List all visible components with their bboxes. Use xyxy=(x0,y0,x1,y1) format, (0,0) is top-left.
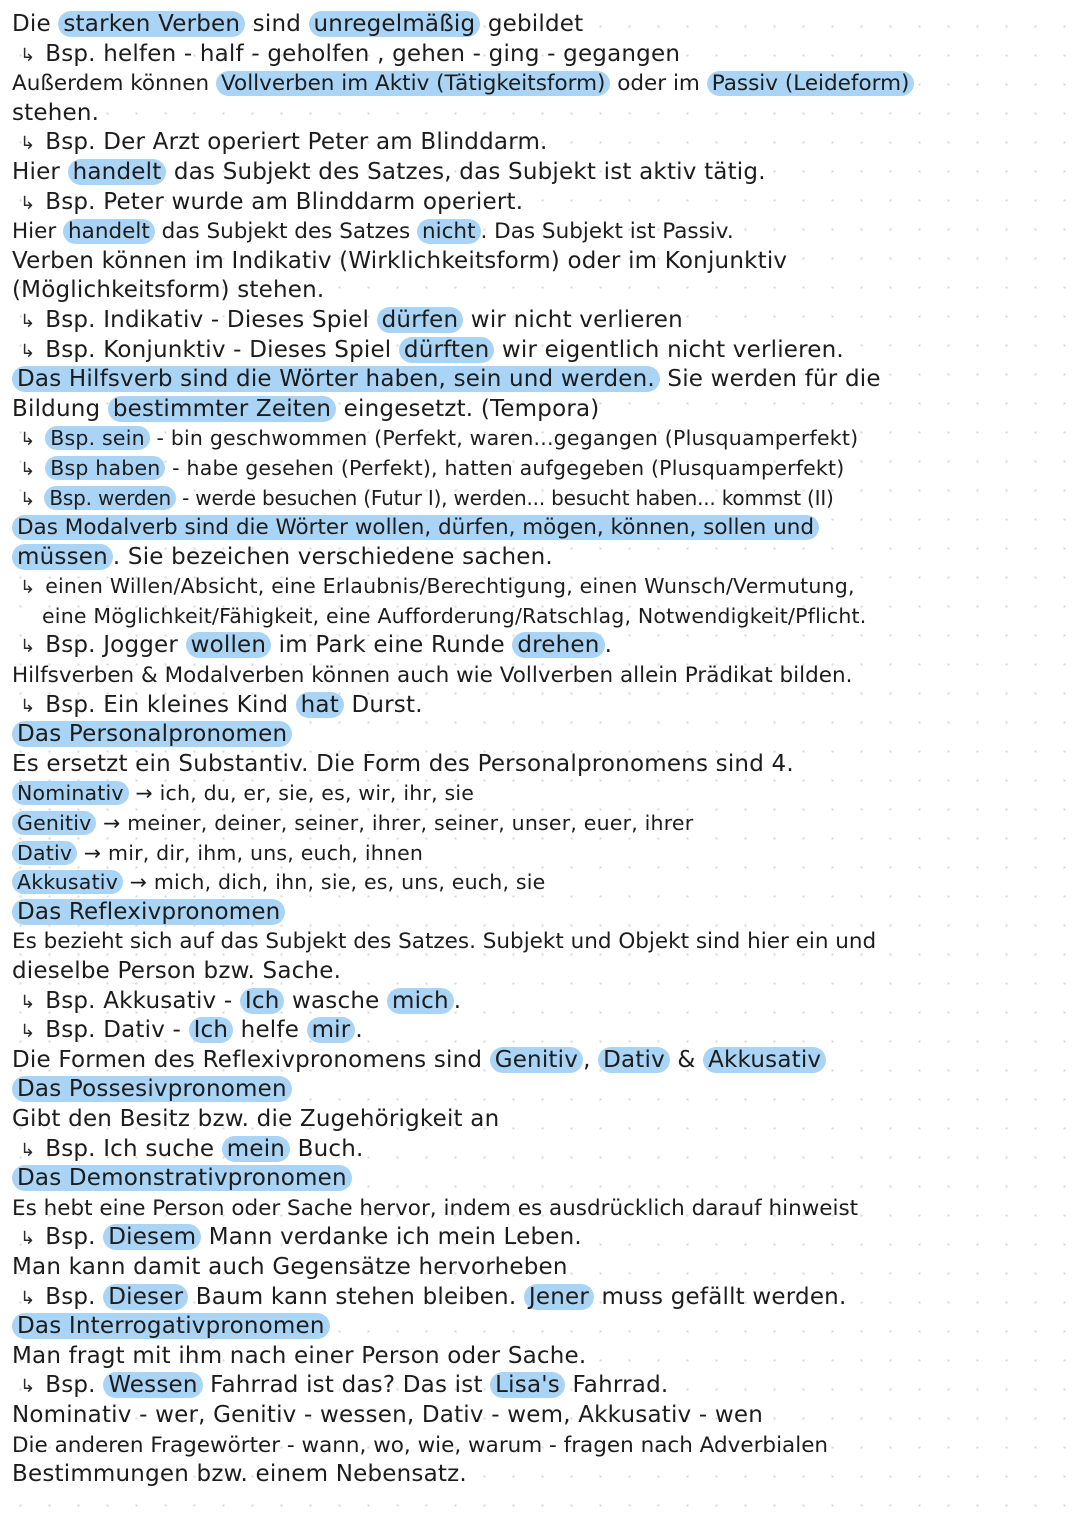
note-line xyxy=(12,484,1066,514)
note-text: Hier xyxy=(12,158,68,185)
note-line xyxy=(12,1253,1066,1283)
note-text: Außerdem können xyxy=(12,71,216,97)
note-text: stehen. xyxy=(12,99,100,126)
example-arrow-icon: ↳ xyxy=(20,991,42,1013)
example-arrow-icon: ↳ xyxy=(20,1139,42,1161)
note-text: Gibt den Besitz bzw. die Zugehörigkeit an xyxy=(12,1105,500,1132)
example-arrow-icon: ↳ xyxy=(20,458,42,480)
highlighted-text: Vollverben im Aktiv (Tätigkeitsform) xyxy=(216,71,610,96)
note-text: Buch. xyxy=(290,1135,364,1162)
note-text: Bestimmungen bzw. einem Nebensatz. xyxy=(12,1461,467,1488)
note-text: Fahrrad. xyxy=(564,1372,669,1399)
highlighted-text: unregelmäßig xyxy=(309,11,481,37)
note-line xyxy=(12,188,1066,218)
note-line xyxy=(12,1401,1066,1431)
note-text: Baum kann stehen bleiben. xyxy=(188,1283,524,1310)
note-text: . xyxy=(453,987,462,1014)
note-text: Bsp. xyxy=(45,1224,104,1251)
highlighted-text: Dativ xyxy=(12,841,77,865)
note-text: - bin geschwommen (Perfekt, waren...gegangen (Plusquamperfekt) xyxy=(149,426,859,451)
note-text: Bsp. Konjunktiv - Dieses Spiel xyxy=(45,336,399,363)
note-text: (Möglichkeitsform) stehen. xyxy=(12,277,325,304)
note-line xyxy=(12,691,1066,721)
example-arrow-icon: ↳ xyxy=(20,1287,42,1309)
example-arrow-icon: ↳ xyxy=(20,310,42,332)
example-arrow-icon: ↳ xyxy=(20,488,41,510)
note-text: Man kann damit auch Gegensätze hervorheben xyxy=(12,1253,568,1280)
example-arrow-icon: ↳ xyxy=(20,577,42,599)
note-line xyxy=(12,750,1066,780)
highlighted-text: Genitiv xyxy=(490,1047,583,1073)
highlighted-text: handelt xyxy=(68,159,167,185)
note-text: Bsp. Dativ - xyxy=(45,1017,189,1044)
note-line xyxy=(12,631,1066,661)
note-text: → ich, du, er, sie, es, wir, ihr, sie xyxy=(128,781,475,806)
highlighted-text: bestimmter Zeiten xyxy=(108,396,336,422)
example-arrow-icon: ↳ xyxy=(20,1376,42,1398)
note-text: wir eigentlich nicht verlieren. xyxy=(494,336,844,363)
note-line xyxy=(12,306,1066,336)
example-arrow-icon: ↳ xyxy=(20,429,42,451)
highlighted-text: Genitiv xyxy=(12,811,96,835)
example-arrow-icon: ↳ xyxy=(20,340,42,362)
note-text: wir nicht verlieren xyxy=(463,306,683,333)
note-text: & xyxy=(669,1046,704,1073)
note-text: wasche xyxy=(284,987,387,1014)
note-text: Bsp. Jogger xyxy=(45,632,186,659)
note-line xyxy=(12,454,1066,484)
highlighted-text: dürfen xyxy=(377,307,464,333)
note-text: Bsp. helfen - half - geholfen , gehen - ging - gegangen xyxy=(45,40,681,67)
highlighted-text: mich xyxy=(387,988,454,1014)
note-text: Bsp. Indikativ - Dieses Spiel xyxy=(45,306,377,333)
note-text: Die anderen Fragewörter - wann, wo, wie, warum - fragen nach Adverbialen xyxy=(12,1432,829,1458)
note-line xyxy=(12,158,1066,188)
note-text: gebildet xyxy=(480,11,584,37)
note-text: Nominativ - wer, Genitiv - wessen, Dativ - wem, Akkusativ - wen xyxy=(12,1401,764,1428)
note-text: das Subjekt des Satzes, das Subjekt ist aktiv tätig. xyxy=(166,158,766,185)
note-text: Es ersetzt ein Substantiv. Die Form des Personalpronomens sind 4. xyxy=(12,750,794,777)
note-text: . xyxy=(355,1017,363,1044)
note-line xyxy=(12,40,1066,70)
highlighted-text: Lisa's xyxy=(490,1372,565,1398)
note-line xyxy=(12,217,1066,247)
note-text: eine Möglichkeit/Fähigkeit, eine Aufforderung/Ratschlag, Notwendigkeit/Pflicht. xyxy=(42,603,867,628)
highlighted-text: Passiv (Leideform) xyxy=(707,71,915,96)
note-text: dieselbe Person bzw. Sache. xyxy=(12,958,342,984)
note-text: Es hebt eine Person oder Sache hervor, indem es ausdrücklich darauf hinweist xyxy=(12,1195,859,1221)
note-text: Durst. xyxy=(343,691,423,718)
highlighted-text: Das Reflexivpronomen xyxy=(12,899,285,925)
note-line xyxy=(12,927,1066,957)
note-text: im Park eine Runde xyxy=(271,632,513,659)
note-text: oder im xyxy=(610,71,707,97)
note-text: . Das Subjekt ist Passiv. xyxy=(480,219,734,245)
note-text: Die Formen des Reflexivpronomens sind xyxy=(12,1046,490,1073)
note-line xyxy=(12,572,1066,602)
note-line xyxy=(12,779,1066,809)
note-text: Bsp. Peter wurde am Blinddarm operiert. xyxy=(45,188,524,215)
highlighted-text: Dieser xyxy=(103,1284,188,1310)
highlighted-text: nicht xyxy=(417,219,480,244)
note-text: helfe xyxy=(233,1017,307,1044)
note-line xyxy=(12,365,1066,395)
highlighted-text: Wessen xyxy=(103,1372,202,1398)
note-text: Bsp. Der Arzt operiert Peter am Blinddarm. xyxy=(45,129,548,156)
note-line xyxy=(12,987,1066,1017)
highlighted-text: Jener xyxy=(524,1284,594,1310)
highlighted-text: drehen xyxy=(512,632,604,658)
note-text: einen Willen/Absicht, eine Erlaubnis/Berechtigung, einen Wunsch/Vermutung, xyxy=(45,574,855,599)
note-line xyxy=(12,1223,1066,1253)
note-line xyxy=(12,868,1066,898)
note-text: Die xyxy=(12,11,59,37)
note-text: . Sie bezeichen verschiedene sachen. xyxy=(112,543,553,570)
note-text: , xyxy=(583,1046,599,1073)
note-line xyxy=(12,1342,1066,1372)
highlighted-text: Das Interrogativpronomen xyxy=(12,1313,330,1339)
note-line xyxy=(12,602,1066,632)
note-line xyxy=(12,513,1066,543)
note-line xyxy=(12,1046,1066,1076)
note-text: Verben können im Indikativ (Wirklichkeitsform) oder im Konjunktiv xyxy=(12,247,788,274)
note-text: Bsp. xyxy=(45,1283,104,1310)
note-text: Fahrrad ist das? Das ist xyxy=(202,1372,491,1399)
highlighted-text: dürften xyxy=(399,337,494,363)
note-text: → mich, dich, ihn, sie, es, uns, euch, sie xyxy=(123,870,546,895)
highlighted-text: wollen xyxy=(186,632,272,658)
highlighted-text: Das Personalpronomen xyxy=(12,721,292,747)
note-line xyxy=(12,1135,1066,1165)
note-line xyxy=(12,395,1066,425)
note-line xyxy=(12,128,1066,158)
note-text: → mir, dir, ihm, uns, euch, ihnen xyxy=(77,840,424,865)
note-text: Hier xyxy=(12,219,64,245)
note-line xyxy=(12,1460,1066,1490)
note-text: - werde besuchen (Futur I), werden... besucht haben... kommst (II) xyxy=(175,485,834,510)
note-line xyxy=(12,1016,1066,1046)
highlighted-text: Das Demonstrativpronomen xyxy=(12,1165,352,1191)
note-line xyxy=(12,99,1066,129)
note-line xyxy=(12,898,1066,928)
highlighted-text: Das Modalverb sind die Wörter wollen, dürfen, mögen, können, sollen und xyxy=(12,515,819,540)
highlighted-text: Bsp. werden xyxy=(44,486,176,510)
highlighted-text: Bsp. sein xyxy=(45,426,150,450)
example-arrow-icon: ↳ xyxy=(20,695,42,717)
note-line xyxy=(12,661,1066,691)
note-text: - habe gesehen (Perfekt), hatten aufgegeben (Plusquamperfekt) xyxy=(165,455,845,480)
note-line xyxy=(12,957,1066,987)
note-text: das Subjekt des Satzes xyxy=(154,219,418,245)
note-line xyxy=(12,1075,1066,1105)
note-text: Mann verdanke ich mein Leben. xyxy=(201,1224,582,1251)
note-line xyxy=(12,1283,1066,1313)
highlighted-text: mein xyxy=(222,1136,290,1162)
highlighted-text: Diesem xyxy=(103,1224,201,1250)
highlighted-text: mir xyxy=(307,1017,356,1043)
note-text: Es bezieht sich auf das Subjekt des Satzes. Subjekt und Objekt sind hier ein und xyxy=(12,929,877,955)
highlighted-text: Akkusativ xyxy=(703,1047,826,1073)
note-text: Hilfsverben & Modalverben können auch wie Vollverben allein Prädikat bilden. xyxy=(12,663,853,689)
highlighted-text: Ich xyxy=(240,988,285,1014)
note-text: Bsp. xyxy=(45,1372,104,1399)
note-line xyxy=(12,1164,1066,1194)
note-line xyxy=(12,1371,1066,1401)
note-text: Bsp. Ich suche xyxy=(45,1135,222,1162)
note-line xyxy=(12,276,1066,306)
note-line xyxy=(12,839,1066,869)
highlighted-text: Bsp haben xyxy=(45,456,165,480)
note-line xyxy=(12,10,1066,40)
example-arrow-icon: ↳ xyxy=(20,1228,42,1250)
example-arrow-icon: ↳ xyxy=(20,192,42,214)
highlighted-text: Nominativ xyxy=(12,781,129,805)
note-line xyxy=(12,809,1066,839)
highlighted-text: Das Hilfsverb sind die Wörter haben, sein und werden. xyxy=(12,366,660,392)
note-line xyxy=(12,543,1066,573)
example-arrow-icon: ↳ xyxy=(20,133,42,155)
highlighted-text: Ich xyxy=(189,1017,234,1043)
note-line xyxy=(12,1194,1066,1224)
highlighted-text: starken Verben xyxy=(58,11,245,37)
note-line xyxy=(12,1431,1066,1461)
note-line xyxy=(12,1105,1066,1135)
note-text: Bsp. Ein kleines Kind xyxy=(45,691,296,718)
note-text: Man fragt mit ihm nach einer Person oder Sache. xyxy=(12,1342,587,1369)
note-text: muss gefällt werden. xyxy=(593,1283,847,1310)
highlighted-text: Das Possesivpronomen xyxy=(12,1076,292,1102)
note-line xyxy=(12,1312,1066,1342)
note-line xyxy=(12,424,1066,454)
note-text: sind xyxy=(245,11,309,37)
note-text: Bsp. Akkusativ - xyxy=(45,987,240,1014)
note-line xyxy=(12,69,1066,99)
note-text: eingesetzt. (Tempora) xyxy=(336,395,600,422)
highlighted-text: Dativ xyxy=(598,1047,670,1073)
example-arrow-icon: ↳ xyxy=(20,636,42,658)
note-text: Bildung xyxy=(12,395,108,422)
note-text: → meiner, deiner, seiner, ihrer, seiner, unser, euer, ihrer xyxy=(96,811,694,836)
note-text: . xyxy=(604,632,613,659)
highlighted-text: hat xyxy=(296,692,344,718)
highlighted-text: handelt xyxy=(63,219,155,244)
note-line xyxy=(12,247,1066,277)
highlighted-text: müssen xyxy=(12,544,113,570)
note-text: Sie werden für die xyxy=(659,366,881,393)
example-arrow-icon: ↳ xyxy=(20,1021,42,1043)
highlighted-text: Akkusativ xyxy=(12,870,123,894)
note-line xyxy=(12,336,1066,366)
note-line xyxy=(12,720,1066,750)
example-arrow-icon: ↳ xyxy=(20,44,42,66)
